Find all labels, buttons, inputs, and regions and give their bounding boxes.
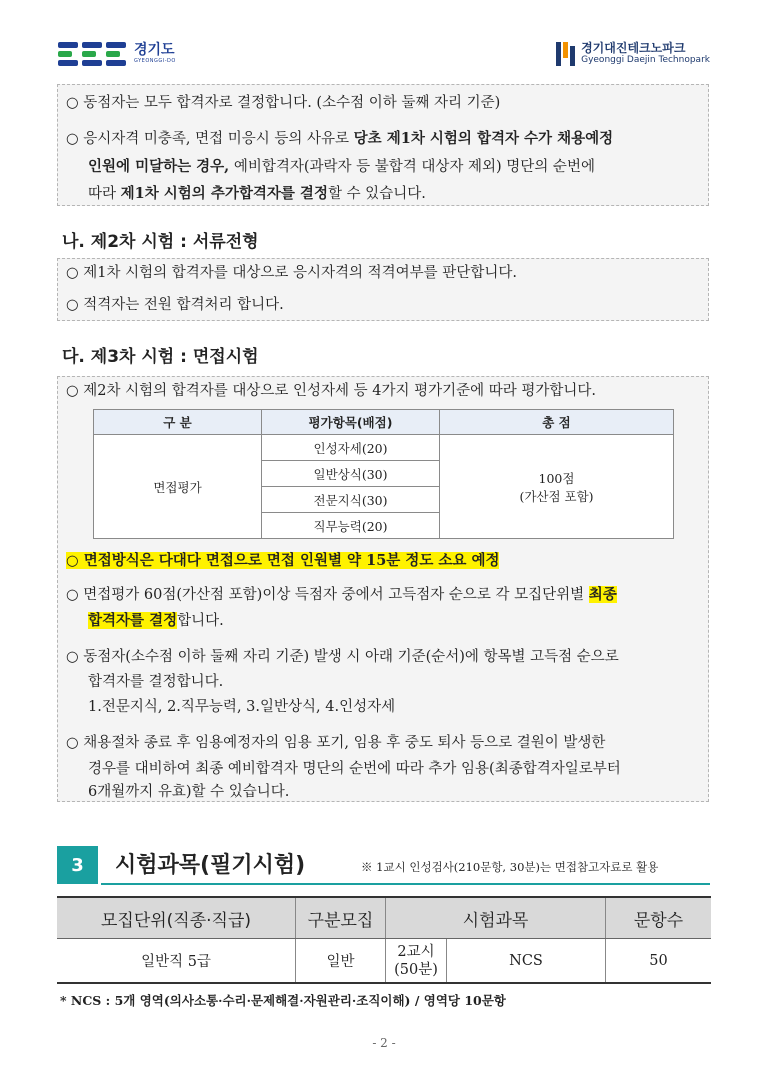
table-header: 구 분 — [94, 410, 262, 435]
section-title-exam-subjects: 시험과목(필기시험) — [115, 853, 306, 878]
section-note: ※ 1교시 인성검사(210문항, 30분)는 면접참고자료로 활용 — [361, 860, 659, 874]
table-cell-subject: NCS — [447, 939, 606, 984]
evaluation-category: 면접평가 — [94, 435, 262, 539]
table-header: 평가항목(배점) — [262, 410, 440, 435]
section-number-badge: 3 — [57, 846, 98, 884]
table-cell-type: 일반 — [296, 939, 386, 984]
technopark-logo-text: 경기대진테크노파크 — [581, 41, 686, 56]
gyeonggi-logo-mark-icon — [58, 40, 128, 66]
interview-intro: ○ 제2차 시험의 합격자를 대상으로 인성자세 등 4가지 평가기준에 따라 평가합니다. — [66, 383, 597, 399]
additional-pass-line2: 인원에 미달하는 경우, 예비합격자(과락자 등 불합격 대상자 제외) 명단의 순번에 — [88, 158, 595, 175]
gyeonggi-logo-en: GYEONGGI-DO — [134, 57, 176, 64]
table-cell-unit: 일반직 5급 — [57, 939, 296, 984]
additional-appointment-line3: 6개월까지 유효)할 수 있습니다. — [88, 784, 290, 800]
table-cell-period: 2교시 (50분) — [386, 939, 447, 984]
final-pass-line1: ○ 면접평가 60점(가산점 포함)이상 득점자 중에서 고득점자 순으로 각 모집단위별 최종 — [66, 586, 617, 603]
evaluation-item: 일반상식(30) — [262, 461, 440, 487]
exam-subject-table — [57, 896, 711, 984]
evaluation-item: 직무능력(20) — [262, 513, 440, 539]
tie-criteria-order: 1.전문지식, 2.직무능력, 3.일반상식, 4.인성자세 — [88, 699, 396, 715]
additional-pass-line3: 따라 제1차 시험의 추가합격자를 결정할 수 있습니다. — [88, 185, 426, 202]
document-screening-item: ○ 제1차 시험의 합격자를 대상으로 응시자격의 적격여부를 판단합니다. — [66, 265, 517, 281]
additional-appointment-line1: ○ 채용절차 종료 후 임용예정자의 임용 포기, 임용 후 중도 퇴사 등으로 결원이 발생한 — [66, 735, 606, 751]
evaluation-item: 전문지식(30) — [262, 487, 440, 513]
section-divider — [101, 883, 710, 885]
additional-pass-line1: ○ 응시자격 미충족, 면접 미응시 등의 사유로 당초 제1차 시험의 합격자 수가 채용예정 — [66, 130, 614, 147]
evaluation-item: 인성자세(20) — [262, 435, 440, 461]
section-title-document-screening: 나. 제2차 시험 : 서류전형 — [62, 232, 259, 252]
technopark-logo-en: Gyeonggi Daejin Technopark — [581, 54, 710, 65]
gyeonggi-logo-text: 경기도 — [134, 41, 175, 58]
section-title-interview: 다. 제3차 시험 : 면접시험 — [62, 347, 259, 367]
table-header: 구분모집 — [296, 897, 386, 939]
tie-criteria-line1: ○ 동점자(소수점 이하 둘째 자리 기준) 발생 시 아래 기준(순서)에 항목별 고득점 순으로 — [66, 649, 619, 665]
tie-rule-item: ○ 동점자는 모두 합격자로 결정합니다. (소수점 이하 둘째 자리 기준) — [66, 95, 501, 111]
evaluation-total: 100점 (가산점 포함) — [440, 435, 674, 539]
document-screening-item: ○ 적격자는 전원 합격처리 합니다. — [66, 297, 284, 313]
table-header: 문항수 — [606, 897, 712, 939]
ncs-footnote: * NCS : 5개 영역(의사소통·수리·문제해결·자원관리·조직이해) / 영역당 10문항 — [60, 993, 506, 1008]
final-pass-line2: 합격자를 결정합니다. — [88, 612, 224, 629]
technopark-logo-mark-icon — [555, 40, 577, 68]
interview-method-highlight: ○ 면접방식은 다대다 면접으로 면접 인원별 약 15분 정도 소요 예정 — [66, 552, 500, 569]
technopark-logo — [555, 40, 710, 68]
interview-evaluation-table — [93, 409, 674, 539]
page-number: - 2 - — [372, 1036, 396, 1050]
table-header: 총 점 — [440, 410, 674, 435]
table-header: 시험과목 — [386, 897, 606, 939]
gyeonggi-logo — [58, 40, 176, 66]
table-cell-count: 50 — [606, 939, 712, 984]
table-header: 모집단위(직종·직급) — [57, 897, 296, 939]
tie-criteria-line2: 합격자를 결정합니다. — [88, 674, 224, 690]
additional-appointment-line2: 경우를 대비하여 최종 예비합격자 명단의 순번에 따라 추가 임용(최종합격자일로부터 — [88, 761, 621, 777]
